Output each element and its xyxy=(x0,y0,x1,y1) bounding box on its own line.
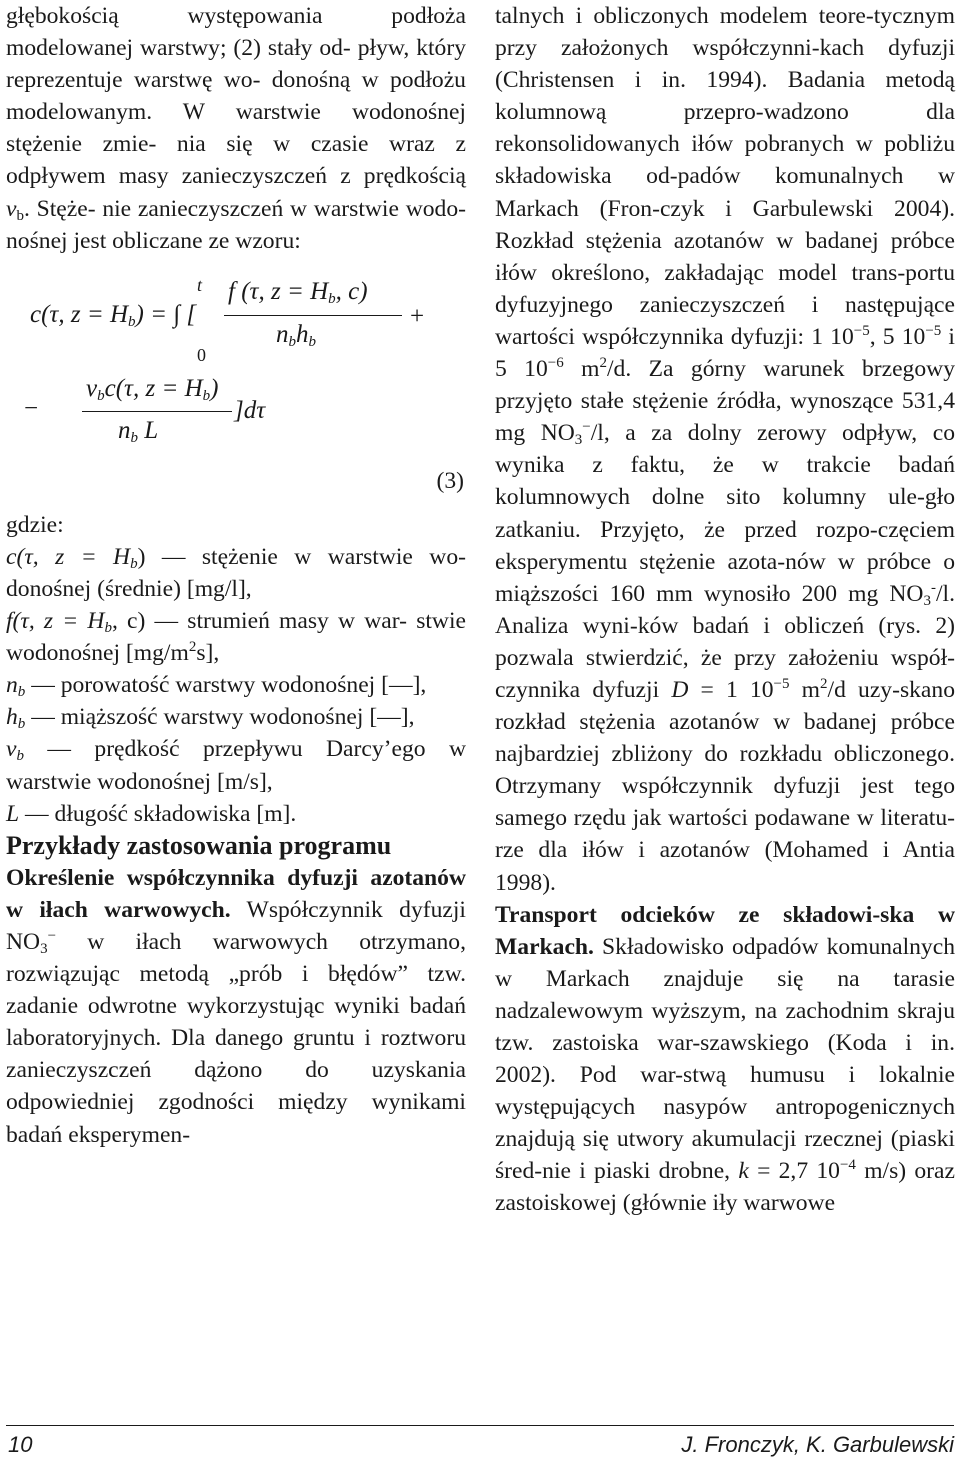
definition-f: f(τ, $z = H_b$, c) — strumień masy w war- stwie wodonośnej $[mg/m^2s]$, xyxy=(6,608,466,667)
section-title: Przykłady zastosowania programu xyxy=(6,830,392,860)
equation-number: (3) xyxy=(436,467,464,494)
definition-hb: $h_b$ — miąższość warstwy wodonośnej [—], xyxy=(6,704,415,733)
fraction1-bar xyxy=(224,315,402,317)
subsection-title-transport: Transport odcieków ze składowi-ska w Markach. xyxy=(495,901,955,960)
integral-lower-limit: 0 xyxy=(197,344,206,365)
definition-vb: $v_b$ — prędkość przepływu Darcy’ego w warstwie wodonośnej [m/s], xyxy=(6,736,467,795)
running-footer-authors: J. Fronczyk, K. Garbulewski xyxy=(681,1432,954,1457)
equation-lhs: c(τ, $z = H_b$) = ∫ [ xyxy=(30,300,197,330)
page-number: 10 xyxy=(8,1432,33,1457)
fraction2-denominator: $n_b$ L xyxy=(118,416,159,446)
right-column xyxy=(495,0,955,1220)
plus-sign: + xyxy=(410,302,425,330)
where-label: gdzie: xyxy=(6,511,64,538)
fraction2-numerator: $v_bc(\tau$, $z = H_b$) xyxy=(86,374,219,404)
paragraph-diffusion: Określenie współczynnika dyfuzji azotanów w iłach warwowych. Współczynnik dyfuzji $NO_3^-$ w iłach warwowych otrzymano, rozwiązując metodą „prób i błędów” tzw. zadanie odwrotne wykorzystując wyniki badań laboratoryjnych. Dla danego gruntu i roztworu zanieczyszczeń dążono do uzyskania odpowiedniej zgodności między wynikami badań eksperymen- xyxy=(6,864,466,1148)
integral-tail: ]dτ xyxy=(234,396,266,424)
footer-rule xyxy=(6,1425,954,1426)
left-column xyxy=(6,0,466,1151)
subsection-title: Określenie współczynnika dyfuzji azotanów w iłach warwowych. xyxy=(6,864,466,923)
definition-L: L — długość składowiska [m]. xyxy=(6,800,297,827)
paragraph-intro: głębokością występowania podłoża modelowanej warstwy; (2) stały od- pływ, który reprezentuje warstwę wo- donośną w podłożu modelowanym. W warstwie wodonośnej stężenie zmie- nia się w czasie wraz z odpływem masy zanieczyszczeń z prędkością $v_b$. Stęże- nie zanieczyszczeń w warstwie wodo- nośnej jest obliczane ze wzoru: xyxy=(6,3,466,254)
fraction1-denominator: $n_bh_b$ xyxy=(276,320,316,350)
paragraph-transport: Transport odcieków ze składowi-ska w Markach. Składowisko odpadów komunalnych w Markach znajduje się na tarasie nadzalewowym wyższym, na zachodnim skraju tzw. zastoiska war-szawskiego (Koda i in. 2002). Pod war-stwą humusu i lokalnie występujących nasypów antropogenicznych znajdują się utwory akumulacji rzecznej (piaski śred-nie i piaski drobne, k = 2,7 $10^{-4}$ m/s) oraz zastoiskowej (głównie iły warwowe xyxy=(495,901,955,1217)
paragraph-results: talnych i obliczonych modelem teore-tycznym przy założonych współczynni-kach dyfuzji (Christensen i in. 1994). Badania metodą kolumnową przepro-wadzono dla rekonsolidowanych iłów pobranych w pobliżu składowiska od-padów komunalnych w Markach (Fron-czyk i Garbulewski 2004). Rozkład stężenia azotanów w badanej próbce iłów określono, zakładając model trans-portu dyfuzyjnego zanieczyszczeń i następujące wartości współczynnika dyfuzji: 1 $10^{-5}$, 5 $10^{-5}$ i 5 $10^{-6}$ $m^2/d$. Za górny warunek brzegowy przyjęto stałe stężenie źródła, wynoszące 531,4 mg $NO_3^-/l$, a za dolny zerowy odpływ, co wynika z faktu, że w trakcie badań kolumnowych dolne sito kolumny ule-gło zatkaniu. Przyjęto, że przed rozpo-częciem eksperymentu stężenie azota-nów w próbce o miąższości 160 mm wynosiło 200 mg $NO_3^-/l$. Analiza wyni-ków badań i obliczeń (rys. 2) pozwala stwierdzić, że przy założeniu współ-czynnika dyfuzji D = 1 $10^{-5}$ $m^2/d$ uzy-skano rozkład stężenia azotanów w badanej próbce najbardziej zbliżony do rozkładu obliczonego. Otrzymany współczynnik dyfuzji jest tego samego rzędu jak wartości podawane w literatu-rze dla iłów i azotanów (Mohamed i Antia 1998). xyxy=(495,3,955,896)
fraction1-numerator: f (τ, $z = H_b$, c) xyxy=(228,277,368,307)
definition-c: c(τ, $z = H_b$) — stężenie w warstwie wo- donośnej (średnie) [mg/l], xyxy=(6,543,466,602)
fraction2-bar xyxy=(82,411,232,413)
definition-nb: $n_b$ — porowatość warstwy wodonośnej [—], xyxy=(6,672,427,701)
equation-3 xyxy=(6,274,466,509)
integral-upper-limit: t xyxy=(197,274,203,295)
minus-sign: − xyxy=(24,394,39,422)
